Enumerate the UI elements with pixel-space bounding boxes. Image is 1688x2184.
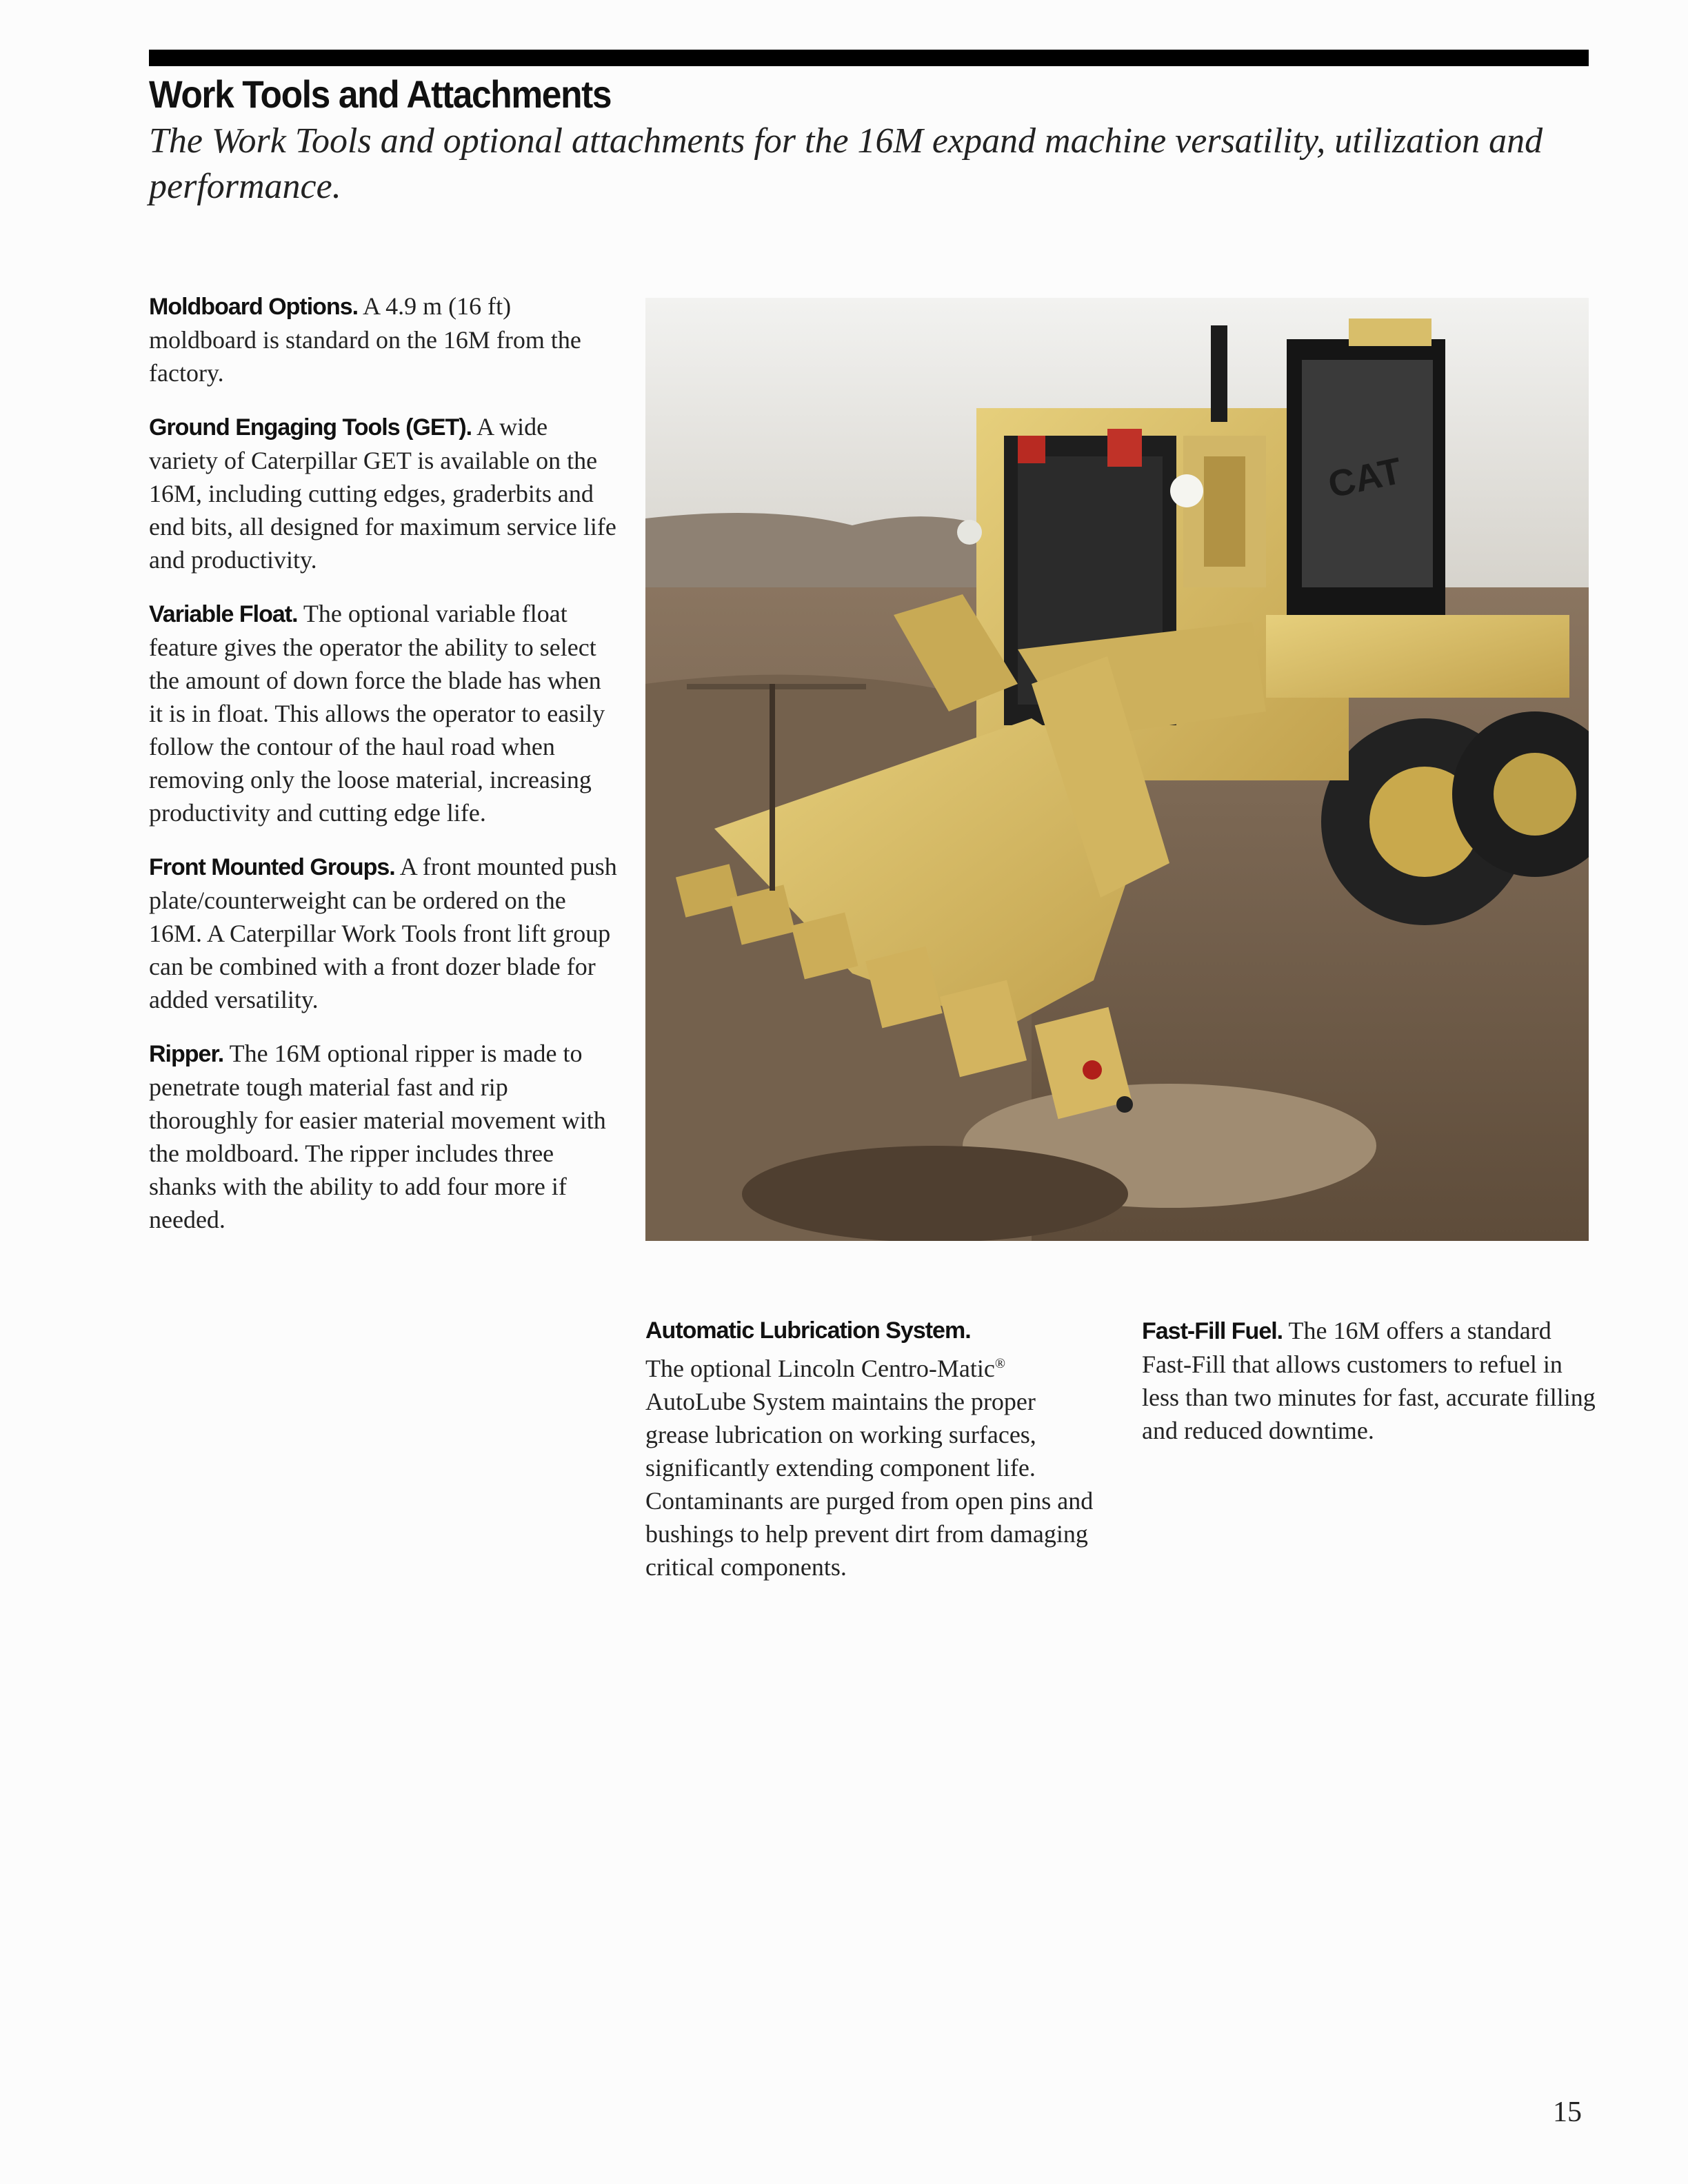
motor-grader-photo [645, 298, 1589, 1241]
page-subtitle: The Work Tools and optional attachments for the 16M expand machine versatility, utilization and performance. [149, 121, 1543, 206]
auto-lube-paragraph [645, 1314, 1101, 1584]
middle-column [645, 1314, 1101, 1604]
fast-fill-body: The 16M offers a standard Fast-Fill that allows customers to refuel in less than two minutes for fast, accurate filling and reduced downtime. [1142, 1317, 1596, 1444]
right-column [1142, 1314, 1597, 1468]
moldboard-body: A 4.9 m (16 ft) moldboard is standard on the 16M from the factory. [149, 292, 581, 387]
header-rule [149, 50, 1589, 66]
auto-lube-body-start: The optional Lincoln Centro-Matic [645, 1355, 995, 1382]
variable-float-paragraph [149, 597, 618, 829]
front-mounted-lead: Front Mounted Groups. [149, 854, 395, 880]
auto-lube-body-end: AutoLube System maintains the proper grease lubrication on working surfaces, significantly extending component life. Contaminants are purged from open pins and bushings to help prevent dirt from damaging critical components. [645, 1388, 1094, 1581]
motor-grader-illustration [645, 298, 1589, 1241]
left-column [149, 290, 618, 1257]
ripper-lead: Ripper. [149, 1041, 224, 1067]
page-title: Work Tools and Attachments [149, 72, 612, 116]
get-body: A wide variety of Caterpillar GET is available on the 16M, including cutting edges, graderbits and end bits, all designed for maximum service life and productivity. [149, 413, 616, 574]
moldboard-lead: Moldboard Options. [149, 294, 359, 320]
variable-float-body: The optional variable float feature gives the operator the ability to select the amount of down force the blade has when it is in float. This allows the operator to easily follow the contour of the haul road when removing only the loose material, increasing productivity and cutting edge life. [149, 600, 605, 827]
page-number: 15 [1553, 2096, 1582, 2128]
get-lead: Ground Engaging Tools (GET). [149, 414, 472, 441]
registered-mark: ® [994, 1356, 1006, 1371]
ripper-paragraph [149, 1037, 618, 1236]
variable-float-lead: Variable Float. [149, 601, 298, 627]
moldboard-paragraph [149, 290, 618, 390]
ripper-body: The 16M optional ripper is made to penetrate tough material fast and rip thoroughly for easier material movement with the moldboard. The ripper includes three shanks with the ability to add four more if needed. [149, 1040, 606, 1233]
fast-fill-lead: Fast-Fill Fuel. [1142, 1318, 1283, 1344]
get-paragraph [149, 410, 618, 576]
fast-fill-paragraph [1142, 1314, 1597, 1447]
auto-lube-lead: Automatic Lubrication System. [645, 1317, 971, 1344]
cat-logo: CAT [1325, 449, 1406, 506]
front-mounted-body: A front mounted push plate/counterweight can be ordered on the 16M. A Caterpillar Work Tools front lift group can be combined with a front dozer blade for added versatility. [149, 853, 617, 1013]
front-mounted-paragraph [149, 850, 618, 1016]
